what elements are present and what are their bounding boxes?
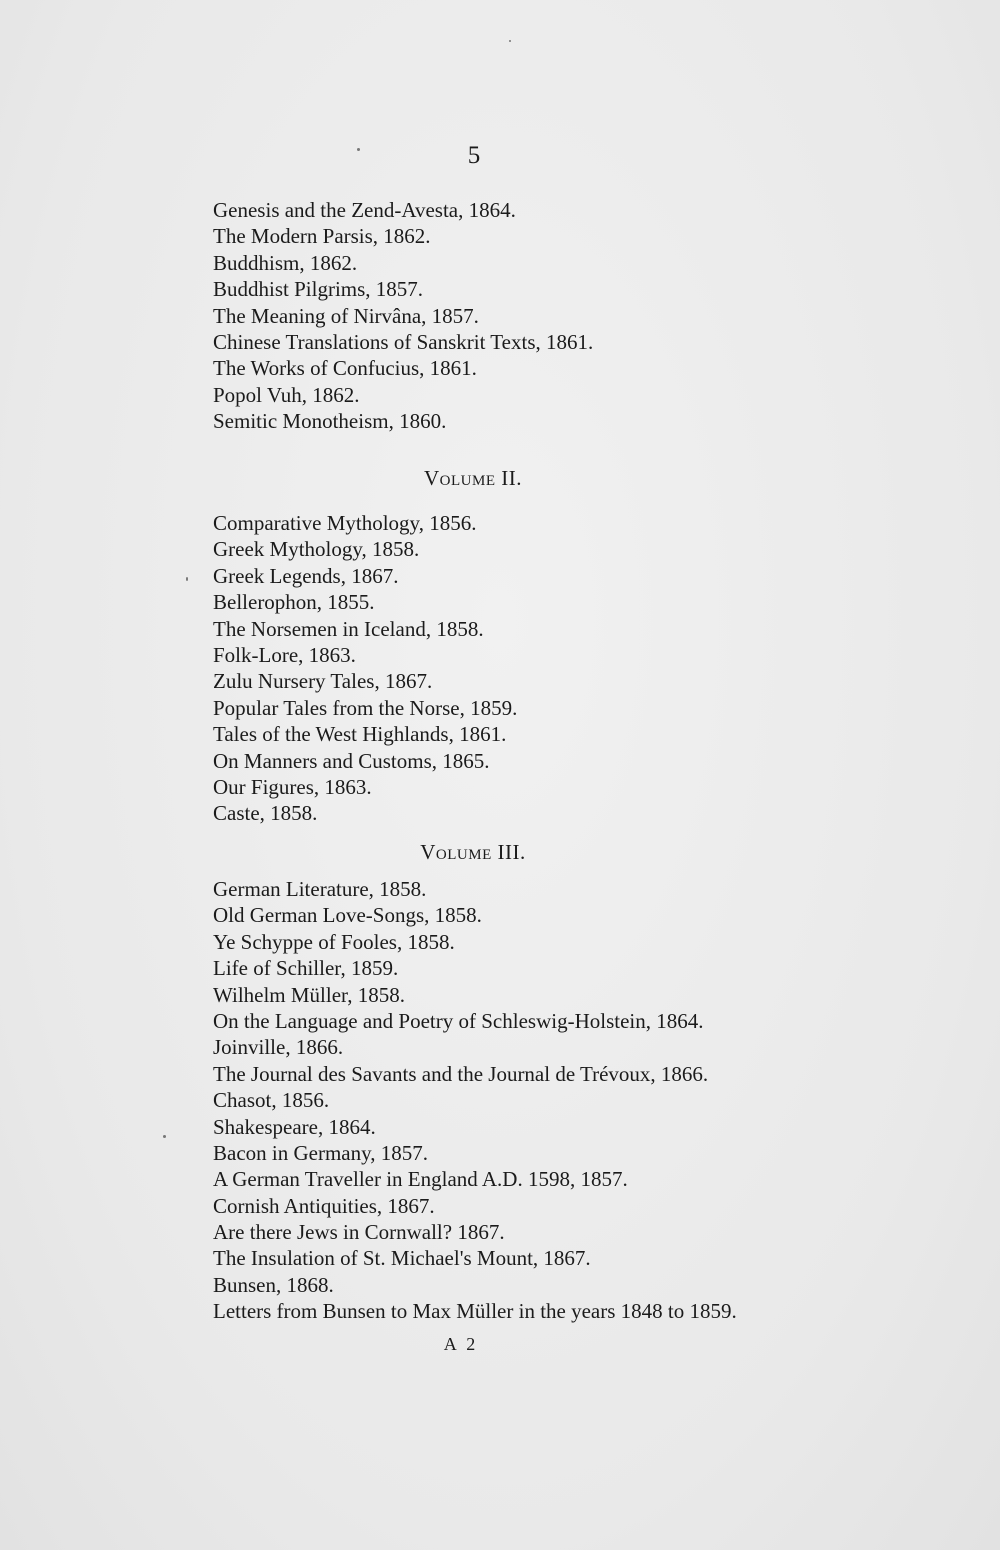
list-item: Greek Legends, 1867.	[213, 563, 399, 588]
list-item: The Modern Parsis, 1862.	[213, 224, 431, 249]
list-item: The Norsemen in Iceland, 1858.	[213, 616, 484, 641]
list-item: Bellerophon, 1855.	[213, 590, 375, 615]
volume-1-contents-list	[213, 197, 593, 435]
list-item: Comparative Mythology, 1856.	[213, 511, 477, 535]
list-item: On the Language and Poetry of Schleswig-Holstein, 1864.	[213, 1008, 704, 1033]
signature-mark: A 2	[443, 1334, 479, 1354]
list-item: Bunsen, 1868.	[213, 1272, 334, 1297]
list-item: Folk-Lore, 1863.	[213, 642, 356, 667]
list-item: The Insulation of St. Michael's Mount, 1867.	[213, 1246, 591, 1271]
list-item: Popular Tales from the Norse, 1859.	[213, 695, 518, 720]
list-item: Greek Mythology, 1858.	[213, 537, 420, 562]
volume-3-heading: Volume III.	[420, 840, 526, 864]
paper-speck	[163, 1135, 166, 1138]
list-item: Chinese Translations of Sanskrit Texts, 1861.	[213, 329, 594, 354]
list-item: A German Traveller in England A.D. 1598, 1857.	[213, 1167, 628, 1192]
list-item: Buddhist Pilgrims, 1857.	[213, 277, 424, 302]
list-item: Old German Love-Songs, 1858.	[213, 903, 482, 928]
list-item: Letters from Bunsen to Max Müller in the years 1848 to 1859.	[213, 1299, 737, 1324]
list-item: German Literature, 1858.	[213, 877, 427, 901]
volume-2-heading: Volume II.	[424, 466, 522, 490]
list-item: Caste, 1858.	[213, 801, 318, 826]
list-item: Tales of the West Highlands, 1861.	[213, 722, 507, 747]
list-item: The Works of Confucius, 1861.	[213, 356, 477, 381]
paper-speck	[509, 40, 511, 42]
list-item: Life of Schiller, 1859.	[213, 956, 399, 981]
paper-speck	[186, 577, 188, 581]
list-item: Bacon in Germany, 1857.	[213, 1140, 429, 1165]
list-item: Ye Schyppe of Fooles, 1858.	[213, 929, 455, 954]
paper-speck	[357, 148, 360, 151]
list-item: Shakespeare, 1864.	[213, 1114, 376, 1139]
list-item: Cornish Antiquities, 1867.	[213, 1193, 435, 1218]
volume-3-contents-list	[213, 876, 737, 1325]
list-item: Wilhelm Müller, 1858.	[213, 982, 405, 1007]
page-number: 5	[467, 142, 481, 169]
list-item: Chasot, 1856.	[213, 1088, 330, 1113]
list-item: Our Figures, 1863.	[213, 774, 372, 799]
list-item: Semitic Monotheism, 1860.	[213, 409, 447, 434]
list-item: On Manners and Customs, 1865.	[213, 748, 490, 773]
list-item: Buddhism, 1862.	[213, 250, 358, 275]
list-item: Are there Jews in Cornwall? 1867.	[213, 1220, 505, 1245]
list-item: The Meaning of Nirvâna, 1857.	[213, 303, 479, 328]
list-item: Popol Vuh, 1862.	[213, 382, 360, 407]
volume-2-contents-list	[213, 510, 517, 827]
list-item: Joinville, 1866.	[213, 1035, 344, 1060]
list-item: Zulu Nursery Tales, 1867.	[213, 669, 433, 694]
list-item: Genesis and the Zend-Avesta, 1864.	[213, 198, 516, 222]
list-item: The Journal des Savants and the Journal de Trévoux, 1866.	[213, 1061, 709, 1086]
